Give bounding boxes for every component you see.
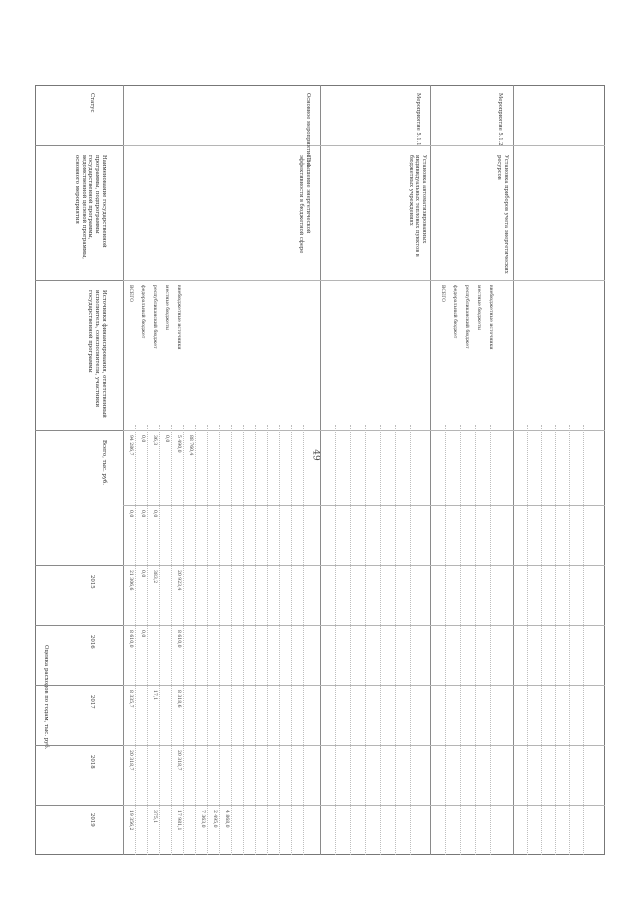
data-line [475,425,476,855]
data-line [350,425,351,855]
row-name-5-1: Повышение энергетической эффективности в бюджетной сфере [298,155,311,254]
year-value: 2 495,0 [212,810,217,828]
year-value: 8 610,0 [128,630,133,648]
data-line [195,425,196,855]
data-line [527,425,528,855]
source-label: внебюджетные источники [176,285,181,350]
data-line [255,425,256,855]
data-line [395,425,396,855]
year-value: 383,2 [152,570,157,584]
data-line [267,425,268,855]
data-line [445,425,446,855]
year-value: 0,0 [140,630,145,638]
total-value: 88 760,4 [188,435,193,456]
header-sep-3 [35,430,123,431]
year-sep-a [35,625,123,626]
data-line [171,425,172,855]
header-sep-4 [35,565,123,566]
data-line [219,425,220,855]
source-label: республиканский бюджет [464,285,469,349]
data-line [460,425,461,855]
year-value: 7 363,0 [200,810,205,828]
source-label: ВСЕГО [128,285,133,303]
data-line [365,425,366,855]
data-line [135,425,136,855]
header-sep-1 [35,145,123,146]
data-line [490,425,491,855]
data-line [541,425,542,855]
source-label: местные бюджеты [476,285,481,331]
row-name-5-1-1: Установка автоматизированных индивидуальных тепловых пунктов в бюджетных учреждениях [408,155,427,257]
year-2017: 2017 [89,695,95,709]
data-line [380,425,381,855]
total-value: 36,3 [152,435,157,446]
year-value: 8 610,0 [176,630,181,648]
budget-table [35,85,605,855]
year-value: 0,0 [128,510,133,518]
year-2019: 2019 [89,813,95,827]
total-value: 0,0 [164,435,169,443]
year-value: 0,0 [152,510,157,518]
source-label: ВСЕГО [440,285,445,303]
data-line [207,425,208,855]
year-value: 375,1 [152,810,157,824]
source-label: внебюджетные источники [488,285,493,350]
data-line [183,425,184,855]
year-2018: 2018 [89,755,95,769]
total-value: 5 490,0 [176,435,181,453]
data-line [147,425,148,855]
row-status-5-1-2: Мероприятие 5.1.2 [497,93,503,146]
total-value: 94 286,7 [128,435,133,456]
row-divider-2 [430,85,431,855]
source-label: местные бюджеты [164,285,169,331]
year-sep-d [35,805,123,806]
source-label: федеральный бюджет [140,285,145,339]
header-executors: Источники финансирования, ответственный исполнитель, соисполнители, участники государственной программы [87,290,107,418]
year-value: 20 318,7 [128,750,133,771]
data-line [569,425,570,855]
year-value: 17,1 [152,690,157,701]
year-value: 20 318,7 [176,750,181,771]
row-divider-3 [513,85,514,855]
year-sep-b [35,685,123,686]
year-band-left [123,85,124,855]
year-value: 4 868,0 [224,810,229,828]
data-line [279,425,280,855]
year-value: 0,0 [140,510,145,518]
data-line [335,425,336,855]
year-value: 8 318,6 [176,690,181,708]
row-name-5-1-2: Установка приборов учета энергетических ресурсов [496,155,509,274]
row-divider-1 [320,85,321,855]
page-number: 49 [310,449,321,461]
row-status-5-1-1: Мероприятие 5.1.1 [415,93,421,146]
col-sep-status [123,145,605,146]
source-label: федеральный бюджет [452,285,457,339]
year-value: 17 981,1 [176,810,181,831]
year-2015: 2015 [89,575,95,589]
year-value: 19 356,2 [128,810,133,831]
data-line [303,425,304,855]
header-program-name: Наименование государственной программы, подпрограммы государственной программы, ведомственной целевой программы, основного мероприятия [74,155,107,259]
total-value: 0,0 [140,435,145,443]
data-line [231,425,232,855]
year-value: 20 923,4 [176,570,181,591]
col-sep-name [123,280,605,281]
row-status-5-1: Основное мероприятие 5.1 [305,93,311,168]
data-line [159,425,160,855]
data-line [583,425,584,855]
year-2016: 2016 [89,635,95,649]
year-value: 0,0 [140,570,145,578]
header-status: Статус [89,93,95,113]
header-total: Всего, тыс. руб. [101,440,107,485]
year-value: 21 306,6 [128,570,133,591]
year-sep-c [35,745,123,746]
data-line [243,425,244,855]
data-line [410,425,411,855]
data-line [555,425,556,855]
source-label: республиканский бюджет [152,285,157,349]
header-by-years: Оценка расходов по годам, тыс. руб. [43,645,49,750]
year-value: 8 335,7 [128,690,133,708]
header-sep-2 [35,280,123,281]
data-line [291,425,292,855]
